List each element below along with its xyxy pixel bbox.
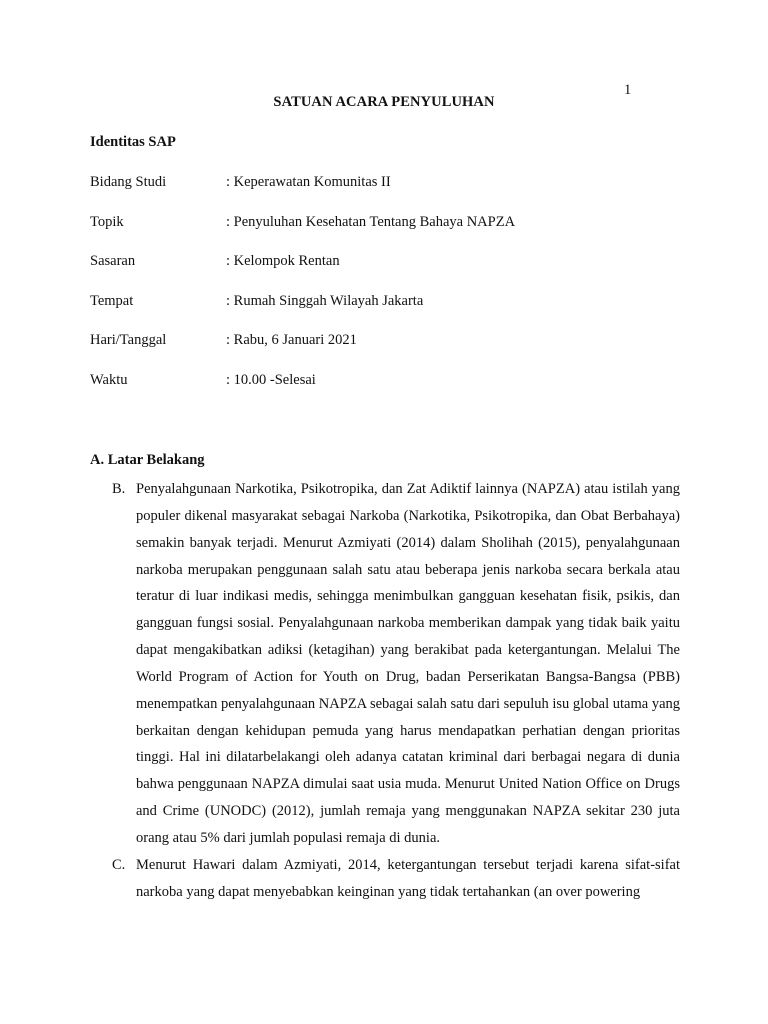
list-marker: B. <box>112 481 126 497</box>
list-item <box>112 852 680 906</box>
identitas-row-hari-tanggal <box>90 332 690 372</box>
identitas-label: Waktu <box>90 371 128 388</box>
identitas-label: Hari/Tanggal <box>90 332 167 349</box>
identitas-value: : Kelompok Rentan <box>226 253 340 270</box>
list-marker: C. <box>112 856 126 873</box>
list-item <box>112 476 680 852</box>
identitas-row-bidang-studi <box>90 174 690 214</box>
latar-belakang-heading: A. Latar Belakang <box>90 452 205 468</box>
paragraph: Penyalahgunaan Narkotika, Psikotropika, dan Zat Adiktif lainnya (NAPZA) atau istilah yang populer dikenal masyarakat sebagai Narkoba (Narkotika, Psikotropika, dan Obat Berbahaya) semakin banyak terjadi. Menurut Azmiyati (2014) dalam Sholihah (2015), penyalahgunaan narkoba merupakan penggunaan salah satu atau beberapa jenis narkoba secara berkala atau teratur di luar indikasi medis, sehingga menimbulkan gangguan kesehatan fisik, psikis, dan gangguan fungsi sosial. Penyalahgunaan narkoba memberikan dampak yang tidak baik yaitu dapat mengakibatkan adiksi (ketagihan) yang berakibat pada ketergantungan. Melalui The World Program of Action for Youth on Drug, badan Perserikatan Bangsa-Bangsa (PBB) menempatkan penyalahgunaan NAPZA sebagai salah satu dari sepuluh isu global utama yang berkaitan dengan kehidupan pemuda yang harus mendapatkan perhatian dengan prioritas tinggi. Hal ini dilatarbelakangi oleh adanya catatan kriminal dari berbagai negara di dunia bahwa penggunaan NAPZA dimulai saat usia muda. Menurut United Nation Office on Drugs and Crime (UNODC) (2012), jumlah remaja yang menggunakan NAPZA sekitar 230 juta orang atau 5% dari jumlah populasi remaja di dunia. <box>136 481 681 846</box>
identitas-label: Sasaran <box>90 253 136 270</box>
paragraph: Menurut Hawari dalam Azmiyati, 2014, ketergantungan tersebut terjadi karena sifat-sifat narkoba yang dapat menyebabkan keinginan yang tidak tertahankan (an over powering <box>136 856 680 900</box>
identitas-row-sasaran <box>90 253 690 293</box>
identitas-row-waktu <box>90 372 690 412</box>
identitas-value: : 10.00 -Selesai <box>226 371 316 388</box>
identitas-label: Bidang Studi <box>90 174 167 190</box>
identitas-table <box>90 174 690 412</box>
document-title: SATUAN ACARA PENYULUHAN <box>273 94 495 110</box>
identitas-value: : Keperawatan Komunitas II <box>226 174 391 190</box>
identitas-label: Tempat <box>90 292 134 309</box>
identitas-row-tempat <box>90 293 690 333</box>
identitas-heading: Identitas SAP <box>90 134 176 150</box>
identitas-label: Topik <box>90 213 124 230</box>
identitas-value: : Penyuluhan Kesehatan Tentang Bahaya NAPZA <box>226 213 516 230</box>
identitas-value: : Rumah Singgah Wilayah Jakarta <box>226 292 424 309</box>
page-number: 1 <box>624 82 632 98</box>
identitas-value: : Rabu, 6 Januari 2021 <box>226 332 357 349</box>
latar-belakang-list <box>112 476 680 906</box>
identitas-row-topik <box>90 214 690 254</box>
